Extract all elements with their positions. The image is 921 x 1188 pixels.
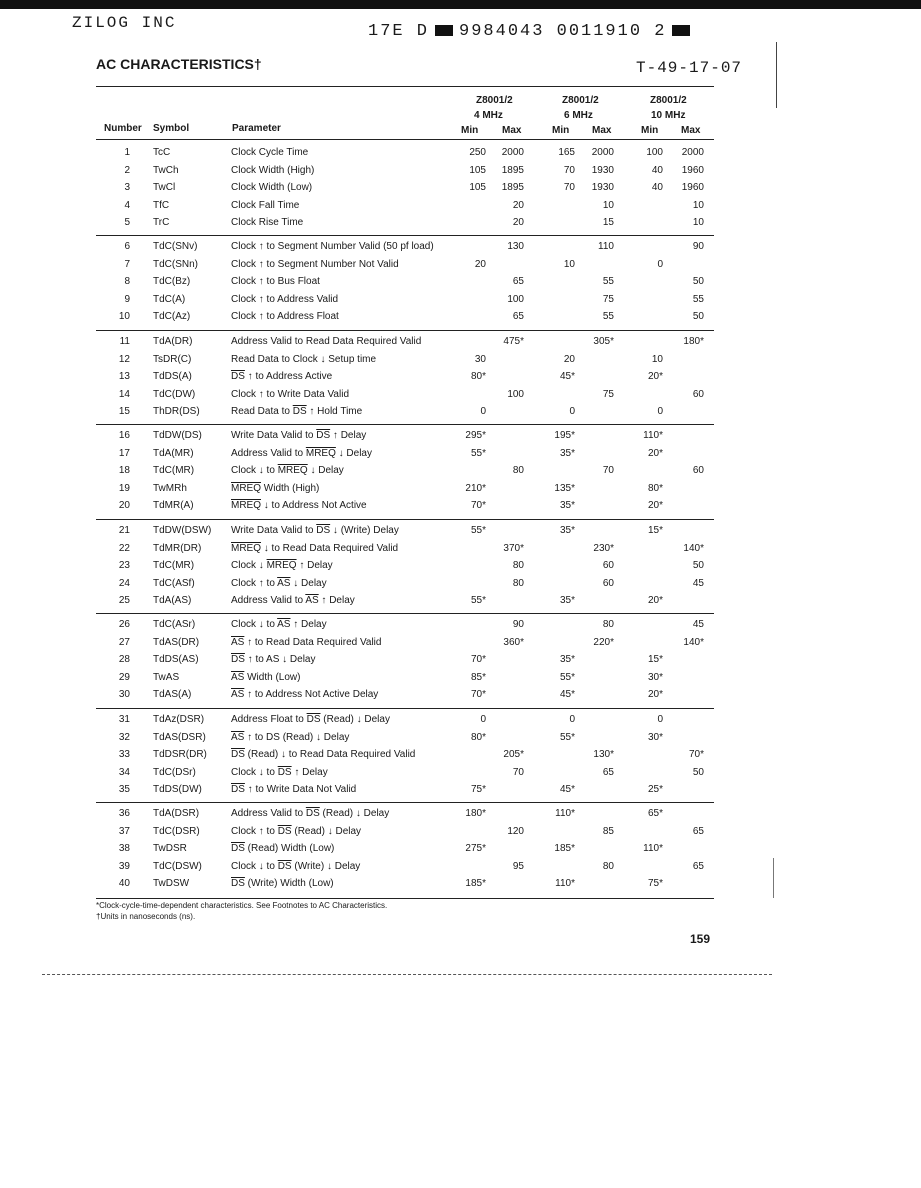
row-parameter: $\overline{AS}$ Width (Low) [231,671,301,683]
row-number: 25 [118,595,130,607]
row-value-min-4mhz: 275* [465,843,486,855]
row-number: 2 [124,164,130,176]
row-symbol: TdMR(A) [153,500,194,512]
row-value-min-10mhz: 65* [647,808,663,819]
row-value-max-4mhz: 360* [503,636,524,648]
footnote-clock-dependent: *Clock-cycle-time-dependent characteristics. See Footnotes to AC Characteristics. [96,901,388,910]
row-symbol: TdC(Bz) [153,276,191,288]
row-value-min-4mhz: 80* [470,731,486,743]
row-value-min-4mhz: 70* [470,500,486,512]
row-value-max-4mhz: 370* [503,542,524,554]
row-number: 4 [124,199,130,211]
row-value-max-10mhz: 65 [692,825,704,837]
row-value-max-10mhz: 65 [692,860,704,872]
group-6mhz-speed: 6 MHz [564,110,593,121]
row-value-max-6mhz: 55 [602,276,614,288]
black-block-mark [435,25,453,36]
row-parameter: $\overline{AS}$ ↑ to DS (Read) ↓ Delay [231,731,350,743]
row-value-max-4mhz: 80 [512,560,524,572]
row-value-min-10mhz: 110* [643,430,663,441]
row-value-min-4mhz: 30 [474,353,486,365]
row-value-min-10mhz: 0 [657,258,663,270]
row-number: 1 [124,147,130,158]
row-parameter: $\overline{DS}$ (Write) Width (Low) [231,878,334,890]
row-parameter: Address Valid to Read Data Required Valid [231,336,422,347]
row-value-min-10mhz: 75* [647,878,663,890]
row-value-max-10mhz: 60 [692,465,704,477]
row-value-min-6mhz: 135* [554,482,575,494]
row-value-min-10mhz: 15* [647,525,663,536]
row-symbol: TcC [153,147,171,158]
row-value-max-6mhz: 60 [602,560,614,572]
row-value-max-6mhz: 70 [602,465,614,477]
row-value-min-4mhz: 80* [470,371,486,383]
row-number: 26 [118,619,130,630]
row-value-max-10mhz: 1960 [681,164,704,176]
row-value-max-6mhz: 80 [602,860,614,872]
group-separator-rule [96,424,714,425]
row-number: 28 [118,654,130,666]
group-separator-rule [96,708,714,709]
row-value-min-4mhz: 0 [480,714,486,725]
row-value-max-10mhz: 10 [692,199,704,211]
row-value-min-4mhz: 0 [480,406,486,418]
row-number: 37 [118,825,130,837]
col-min-4mhz: Min [461,125,479,136]
row-value-min-4mhz: 70* [470,689,486,701]
row-value-max-6mhz: 220* [593,636,614,648]
col-min-10mhz: Min [641,125,659,136]
row-number: 18 [118,465,130,477]
row-parameter: MREQ ↓ to Read Data Required Valid [231,542,399,554]
group-10mhz-part: Z8001/2 [650,95,687,106]
row-number: 19 [118,482,130,494]
row-value-min-6mhz: 45* [559,689,575,701]
row-value-max-6mhz: 10 [602,199,614,211]
row-value-max-6mhz: 65 [602,766,614,778]
row-symbol: TdDS(DW) [153,784,202,796]
row-number: 20 [118,500,130,512]
row-value-max-10mhz: 90 [692,241,704,252]
row-value-min-10mhz: 20* [647,500,663,512]
row-value-max-6mhz: 130* [593,749,614,761]
row-parameter: $\overline{DS}$ ↑ to Address Active [231,371,333,383]
row-number: 15 [118,406,130,418]
row-value-max-4mhz: 20 [512,199,524,211]
document-number: T-49-17-07 [636,59,743,77]
row-number: 35 [118,784,130,796]
row-number: 9 [124,293,130,305]
group-separator-rule [96,519,714,520]
row-value-max-10mhz: 70* [688,749,704,761]
row-parameter: Clock ↑ to Address Float [231,311,339,323]
row-value-max-4mhz: 130 [507,241,524,252]
row-parameter: MREQ Width (High) [231,482,320,494]
row-value-min-10mhz: 15* [647,654,663,666]
row-parameter: Clock ↑ to Address Valid [231,293,339,305]
row-value-min-10mhz: 80* [647,482,663,494]
row-value-min-10mhz: 20* [647,447,663,459]
table-top-rule [96,86,714,87]
row-symbol: TdDS(AS) [153,654,199,666]
row-value-min-4mhz: 55* [470,447,486,459]
row-number: 31 [118,714,130,725]
row-value-max-10mhz: 45 [692,577,704,589]
row-number: 29 [118,671,130,683]
row-parameter: MREQ ↓ to Address Not Active [231,500,367,512]
row-parameter: Clock ↓ to $\overline{DS}$ ↑ Delay [231,766,328,778]
row-value-max-10mhz: 140* [683,542,704,554]
row-value-min-6mhz: 55* [559,731,575,743]
group-separator-rule [96,235,714,236]
row-number: 33 [118,749,130,761]
row-value-min-6mhz: 70 [563,182,575,194]
row-symbol: TdA(DSR) [153,808,200,819]
row-number: 10 [118,311,130,323]
margin-mark [773,858,774,898]
row-symbol: TdC(SNv) [153,241,198,252]
row-symbol: ThDR(DS) [153,406,200,418]
row-symbol: TdMR(DR) [153,542,202,554]
row-value-min-6mhz: 35* [559,654,575,666]
row-symbol: TdC(SNn) [153,258,199,270]
row-value-min-10mhz: 20* [647,595,663,607]
row-value-max-4mhz: 95 [512,860,524,872]
row-parameter: Read Data to $\overline{DS}$ ↑ Hold Time [231,406,363,418]
row-value-min-10mhz: 110* [643,843,663,855]
row-value-max-10mhz: 50 [692,276,704,288]
row-value-min-4mhz: 250 [469,147,486,158]
row-value-max-10mhz: 60 [692,388,704,400]
row-symbol: TdC(ASr) [153,619,196,630]
row-symbol: TdC(MR) [153,465,195,477]
row-parameter: $\overline{DS}$ ↑ to AS ↓ Delay [231,654,316,666]
row-value-max-4mhz: 1895 [501,182,524,194]
row-symbol: TdA(AS) [153,595,192,607]
row-value-max-4mhz: 80 [512,465,524,477]
row-value-min-4mhz: 55* [470,595,486,607]
col-parameter: Parameter [232,123,281,134]
row-value-max-6mhz: 1930 [591,164,614,176]
row-parameter: Clock Rise Time [231,217,304,229]
row-value-max-6mhz: 230* [593,542,614,554]
row-value-max-6mhz: 75 [602,388,614,400]
row-value-min-6mhz: 0 [569,714,575,725]
row-number: 36 [118,808,130,819]
row-symbol: TwMRh [153,482,187,494]
row-parameter: Clock ↓ to MREQ ↓ Delay [231,465,344,477]
row-parameter: $\overline{AS}$ ↑ to Address Not Active Delay [231,689,379,701]
row-value-min-6mhz: 35* [559,447,575,459]
row-value-max-10mhz: 10 [692,217,704,229]
row-symbol: TdC(A) [153,293,186,305]
row-value-max-4mhz: 65 [512,311,524,323]
col-min-6mhz: Min [552,125,570,136]
row-value-max-10mhz: 50 [692,766,704,778]
col-symbol: Symbol [153,123,190,134]
row-value-max-4mhz: 20 [512,217,524,229]
row-value-min-10mhz: 100 [646,147,663,158]
row-number: 22 [118,542,130,554]
header-rule [96,139,714,140]
row-symbol: TdDW(DS) [153,430,202,441]
row-number: 34 [118,766,130,778]
row-symbol: TdAS(DSR) [153,731,206,743]
row-parameter: Clock ↑ to Segment Number Valid (50 pf load) [231,241,434,252]
group-4mhz-speed: 4 MHz [474,110,503,121]
row-value-min-4mhz: 85* [470,671,486,683]
row-number: 11 [119,336,130,347]
page-number: 159 [690,932,711,946]
header-code: 17E D [368,22,430,41]
row-number: 21 [118,525,130,536]
row-value-min-6mhz: 110* [555,878,575,890]
row-parameter: $\overline{AS}$ ↑ to Read Data Required Valid [231,636,382,648]
table-bottom-rule [96,898,714,899]
row-number: 17 [118,447,130,459]
col-max-6mhz: Max [592,125,612,136]
row-value-max-6mhz: 1930 [591,182,614,194]
row-parameter: Clock ↑ to $\overline{DS}$ (Read) ↓ Delay [231,825,362,837]
row-value-max-6mhz: 305* [593,336,614,347]
row-symbol: TdC(DW) [153,388,196,400]
row-value-min-6mhz: 35* [559,525,575,536]
row-value-min-10mhz: 10 [651,353,663,365]
row-value-min-4mhz: 105 [469,164,486,176]
row-value-max-4mhz: 65 [512,276,524,288]
row-value-min-6mhz: 165 [558,147,575,158]
row-value-min-6mhz: 20 [563,353,575,365]
row-symbol: TdDW(DSW) [153,525,212,536]
row-parameter: Clock ↓ MREQ ↑ Delay [231,560,333,572]
row-parameter: Clock Width (High) [231,164,315,176]
row-value-max-4mhz: 100 [507,388,524,400]
row-symbol: TdC(MR) [153,560,195,572]
row-parameter: Address Valid to $\overline{DS}$ (Read) ↓ Delay [231,808,390,819]
row-value-max-6mhz: 75 [602,293,614,305]
row-number: 8 [124,276,130,288]
row-symbol: TdAS(A) [153,689,192,701]
row-symbol: TdC(DSR) [153,825,200,837]
row-value-max-6mhz: 80 [602,619,614,630]
group-separator-rule [96,330,714,331]
header-code-2: 9984043 0011910 2 [459,22,667,41]
row-value-min-4mhz: 20 [474,258,486,270]
group-10mhz-speed: 10 MHz [651,110,686,121]
row-number: 16 [118,430,130,441]
row-parameter: Read Data to Clock ↓ Setup time [231,353,377,365]
row-parameter: Clock Cycle Time [231,147,309,158]
document-code-header [368,22,696,41]
company-header: ZILOG INC [72,14,177,32]
row-value-max-10mhz: 50 [692,560,704,572]
row-parameter: Clock ↓ to $\overline{AS}$ ↑ Delay [231,619,327,630]
row-value-min-6mhz: 55* [559,671,575,683]
row-number: 6 [124,241,130,252]
row-value-min-4mhz: 185* [465,878,486,890]
row-value-max-6mhz: 85 [602,825,614,837]
row-value-max-10mhz: 180* [683,336,704,347]
row-value-max-4mhz: 80 [512,577,524,589]
row-value-max-6mhz: 55 [602,311,614,323]
group-separator-rule [96,802,714,803]
row-value-min-10mhz: 20* [647,371,663,383]
group-4mhz-part: Z8001/2 [476,95,513,106]
row-number: 14 [118,388,130,400]
page-title: AC CHARACTERISTICS† [96,56,262,72]
row-value-min-10mhz: 0 [657,714,663,725]
row-value-max-4mhz: 90 [512,619,524,630]
row-symbol: TdC(Az) [153,311,191,323]
row-value-min-6mhz: 10 [563,258,575,270]
black-block-mark [672,25,690,36]
row-value-min-6mhz: 70 [563,164,575,176]
row-parameter: Clock ↑ to Segment Number Not Valid [231,258,399,270]
row-number: 7 [124,258,130,270]
row-value-min-4mhz: 295* [465,430,486,441]
row-symbol: TwCh [153,164,179,176]
row-value-min-4mhz: 55* [470,525,486,536]
row-value-min-10mhz: 0 [657,406,663,418]
row-value-max-4mhz: 2000 [501,147,524,158]
row-value-min-6mhz: 185* [554,843,575,855]
group-separator-rule [96,613,714,614]
col-max-10mhz: Max [681,125,701,136]
row-value-max-10mhz: 2000 [681,147,704,158]
row-value-min-10mhz: 25* [647,784,663,796]
row-value-min-4mhz: 70* [470,654,486,666]
footnote-units: †Units in nanoseconds (ns). [96,912,196,921]
row-value-min-10mhz: 20* [647,689,663,701]
row-value-max-10mhz: 50 [692,311,704,323]
page-bottom-edge [42,974,772,975]
row-symbol: TwCl [153,182,176,194]
row-parameter: Write Data Valid to $\overline{DS}$ ↓ (Write) Delay [231,525,399,536]
row-parameter: $\overline{DS}$ (Read) ↓ to Read Data Required Valid [231,749,416,761]
row-symbol: TdA(MR) [153,447,194,459]
row-number: 38 [118,843,130,855]
row-value-max-10mhz: 55 [692,293,704,305]
row-value-max-6mhz: 110 [598,241,614,252]
row-value-max-10mhz: 1960 [681,182,704,194]
row-number: 12 [118,353,130,365]
row-parameter: Clock ↑ to $\overline{AS}$ ↓ Delay [231,577,327,589]
row-value-max-4mhz: 205* [503,749,524,761]
col-number: Number [104,123,142,134]
row-number: 27 [118,636,130,648]
row-parameter: $\overline{DS}$ ↑ to Write Data Not Valid [231,784,357,796]
row-symbol: TdC(DSW) [153,860,202,872]
row-number: 30 [118,689,130,701]
row-parameter: Clock Fall Time [231,199,300,211]
row-symbol: TdAS(DR) [153,636,200,648]
row-value-min-4mhz: 75* [470,784,486,796]
row-value-max-4mhz: 70 [512,766,524,778]
row-value-min-4mhz: 180* [465,808,486,819]
row-symbol: TdA(DR) [153,336,193,347]
row-parameter: Address Valid to $\overline{AS}$ ↑ Delay [231,595,355,607]
row-value-min-6mhz: 110* [555,808,575,819]
row-symbol: TwAS [153,671,180,683]
row-symbol: TdDSR(DR) [153,749,207,761]
row-parameter: Clock ↑ to Write Data Valid [231,388,350,400]
row-symbol: TwDSR [153,843,187,855]
row-parameter: $\overline{DS}$ (Read) Width (Low) [231,843,335,855]
row-value-max-10mhz: 45 [692,619,704,630]
row-value-min-10mhz: 40 [651,182,663,194]
row-parameter: Clock Width (Low) [231,182,313,194]
row-number: 40 [118,878,130,890]
col-max-4mhz: Max [502,125,522,136]
row-value-min-10mhz: 40 [651,164,663,176]
row-symbol: TwDSW [153,878,190,890]
row-value-max-6mhz: 15 [602,217,614,229]
row-value-max-4mhz: 475* [503,336,524,347]
row-symbol: TdAz(DSR) [153,714,205,725]
row-symbol: TrC [153,217,170,229]
row-value-min-6mhz: 45* [559,371,575,383]
row-number: 24 [118,577,130,589]
row-number: 39 [118,860,130,872]
row-symbol: TdDS(A) [153,371,192,383]
row-number: 13 [118,371,130,383]
row-parameter: Address Float to $\overline{DS}$ (Read) ↓ Delay [231,714,390,725]
row-value-min-6mhz: 45* [559,784,575,796]
row-symbol: TdC(ASf) [153,577,195,589]
row-value-min-10mhz: 30* [647,671,663,683]
row-value-min-4mhz: 105 [469,182,486,194]
row-symbol: TsDR(C) [153,353,192,365]
row-parameter: Write Data Valid to $\overline{DS}$ ↑ Delay [231,430,367,441]
row-number: 5 [124,217,130,229]
row-number: 32 [118,731,130,743]
scan-top-edge [0,0,921,9]
row-value-max-4mhz: 1895 [501,164,524,176]
row-value-min-6mhz: 35* [559,595,575,607]
row-value-min-6mhz: 195* [554,430,575,441]
row-parameter: Clock ↓ to $\overline{DS}$ (Write) ↓ Delay [231,860,361,872]
row-value-min-6mhz: 0 [569,406,575,418]
row-symbol: TfC [153,199,170,211]
row-number: 23 [118,560,130,572]
row-value-max-4mhz: 100 [507,293,524,305]
row-value-max-6mhz: 60 [602,577,614,589]
row-symbol: TdC(DSr) [153,766,196,778]
row-value-min-10mhz: 30* [647,731,663,743]
row-value-max-4mhz: 120 [507,825,524,837]
row-value-max-10mhz: 140* [683,636,704,648]
group-6mhz-part: Z8001/2 [562,95,599,106]
row-value-max-6mhz: 2000 [591,147,614,158]
row-parameter: Clock ↑ to Bus Float [231,276,320,288]
row-value-min-6mhz: 35* [559,500,575,512]
row-value-min-4mhz: 210* [465,482,486,494]
row-number: 3 [124,182,130,194]
row-parameter: Address Valid to MREQ ↓ Delay [231,447,372,459]
margin-mark [776,42,777,108]
